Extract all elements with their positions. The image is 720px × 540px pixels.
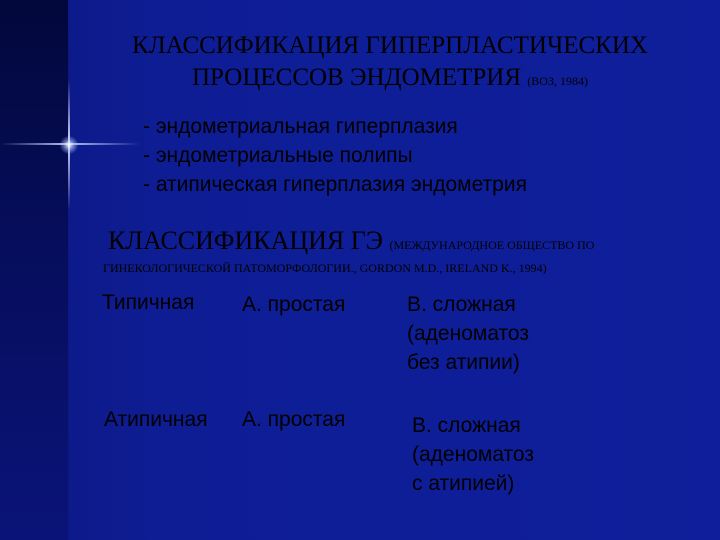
- table-cell-type: Атипичная: [104, 408, 208, 431]
- light-flare-center: [60, 136, 78, 154]
- list-item: - эндометриальные полипы: [143, 144, 413, 167]
- title-note: (ВОЗ, 1984): [527, 74, 588, 88]
- table-cell-b-line: с атипией): [412, 472, 515, 495]
- title2-note-continued: ГИНЕКОЛОГИЧЕСКОЙ ПАТОМОРФОЛОГИИ., GORDON M.D., IRELAND K., 1994): [103, 261, 547, 275]
- table-cell-b: [412, 411, 534, 498]
- table-cell-b-line: без атипии): [407, 351, 520, 374]
- title-who-classification: [80, 30, 700, 97]
- left-dark-stripe: [0, 0, 68, 540]
- bullet-list: [143, 112, 527, 199]
- table-cell-b-line: В. сложная: [412, 414, 521, 437]
- table-cell-b: [407, 290, 529, 377]
- title-ge-classification: [108, 226, 594, 256]
- table-cell-b-line: (аденоматоз: [407, 322, 529, 345]
- title2-note: (МЕЖДУНАРОДНОЕ ОБЩЕСТВО ПО: [389, 238, 595, 252]
- table-cell-a: А. простая: [242, 408, 346, 431]
- table-cell-type: Типичная: [102, 291, 195, 314]
- list-item: - эндометриальная гиперплазия: [143, 115, 458, 138]
- title-line-1: КЛАССИФИКАЦИЯ ГИПЕРПЛАСТИЧЕСКИХ: [132, 32, 648, 59]
- title-line-2-main: ПРОЦЕССОВ ЭНДОМЕТРИЯ: [192, 64, 522, 91]
- title-line-2: [80, 62, 700, 97]
- table-cell-a: А. простая: [242, 293, 346, 316]
- list-item: - атипическая гиперплазия эндометрия: [143, 173, 527, 196]
- table-cell-b-line: (аденоматоз: [412, 443, 534, 466]
- title2-main: КЛАССИФИКАЦИЯ ГЭ: [108, 226, 383, 255]
- table-cell-b-line: В. сложная: [407, 293, 516, 316]
